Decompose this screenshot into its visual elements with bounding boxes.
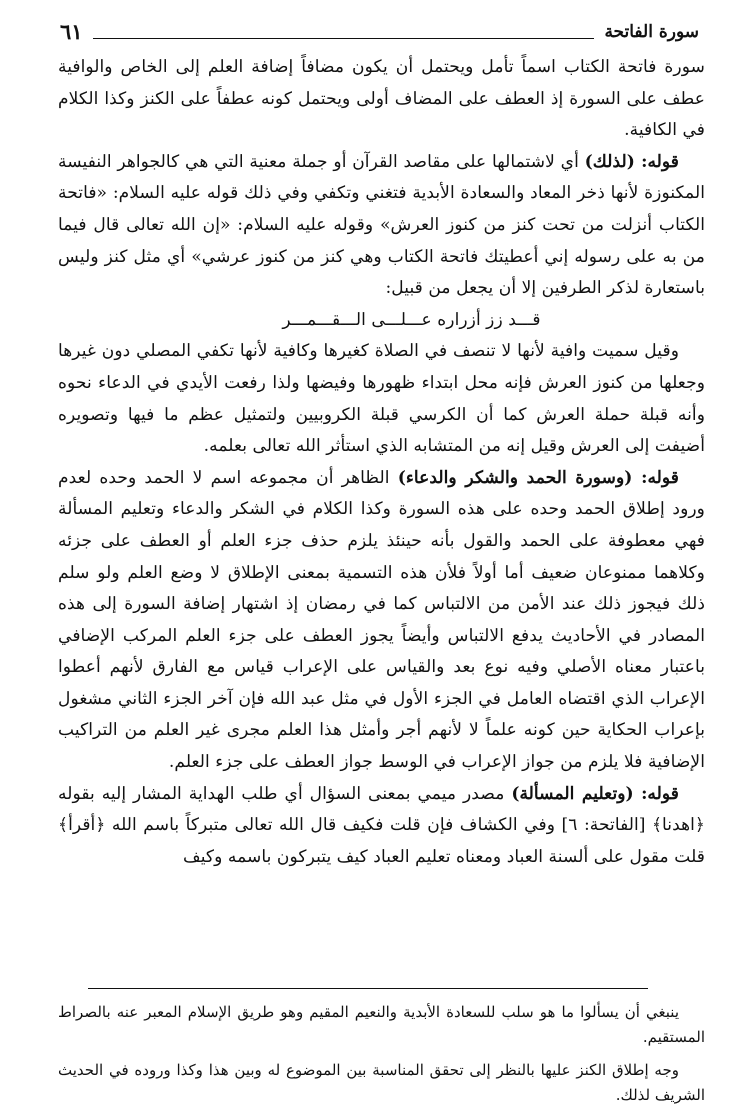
- page-header: [60, 14, 699, 44]
- surah-title: سورة الفاتحة: [604, 22, 699, 42]
- paragraph-3: [58, 336, 705, 462]
- paragraph-5-text: مصدر ميمي بمعنى السؤال أي طلب الهداية المشار إليه بقوله ﴿اهدنا﴾ [الفاتحة: ٦] وفي الكشاف فإن قلت فكيف قال الله تعالى متبركاً باسم الله ﴿أقرأ﴾ قلت مقول على ألسنة العباد ومعناه تعليم العباد كيف يتبركون باسمه وكيف: [58, 783, 706, 867]
- paragraph-5: [58, 779, 705, 874]
- footnote-separator: [88, 988, 648, 989]
- paragraph-4-text: الظاهر أن مجموعه اسم لا الحمد وحده لعدم ورود إطلاق الحمد وحده على هذه السورة وكذا الكلام في الشكر والدعاء وتعليم المسألة فهي معطوفة على الحمد والقول بأنه حينئذ يلزم حذف جزء العلم أو العطف على جزئه وكلاهما ممنوعان ضعيف أما أولاً فلأن هذه التسمية بمعنى الإطلاق لا وضع العلم ولو سلم ذلك فيجوز ذلك عند الأمن من الالتباس كما في رمضان إذ اشتهار إضافة السورة إلى هذه المصادر في الأحاديث يدفع الالتباس وأيضاً يجوز العطف على جزء العلم المركب الإضافي باعتبار معناه الأصلي وفيه نوع بعد والقياس على الإعراب قياس مع الفارق لأنهم أعطوا الإعراب الذي اقتضاه العامل في الجزء الأول في مثل عبد الله فإن آخر الجزء الثاني مشغول بإعراب الحكاية حين كونه علماً لا لأنهم أجر وأمثل هذا العلم مجرى غير العلم من التراكيب الإضافية فلا يلزم من جواز الإعراب في الوسط جواز العطف على جزء العلم.: [58, 467, 705, 773]
- page-number: ٦١: [60, 19, 83, 44]
- paragraph-4: [58, 463, 705, 779]
- main-text: [58, 52, 705, 873]
- footnote-1: ينبغي أن يسألوا ما هو سلب للسعادة الأبدية والنعيم المقيم وهو طريق الإسلام المعبر عنه بالصراط المستقيم.: [58, 1003, 705, 1046]
- paragraph-2-text: أي لاشتمالها على مقاصد القرآن أو جملة معنية التي هي كالجواهر النفيسة المكنوزة لأنها ذخر المعاد والسعادة الأبدية فتغني وتكفي وفي ذلك قوله عليه السلام: «فاتحة الكتاب أنزلت من تحت كنز من كنوز العرش» وقوله عليه السلام: «إن الله تعالى قال فيما من به على رسوله إني أعطيتك فاتحة الكتاب وهي كنز من كنوز عرشي» أي مثل كنز وليس باستعارة لذكر الطرفين إلا أن يجعل من قبيل:: [58, 151, 705, 299]
- footnotes: [58, 1000, 705, 1116]
- paragraph-3-text: وقيل سميت وافية لأنها لا تنصف في الصلاة كغيرها وكافية لأنها تكفي المصلي دون غيرها وجعلها من كنوز العرش فإنه محل ابتداء ظهورها وفيضها ولذا رفعت الأيدي في الدعاء نحوه وأنه قبلة حملة العرش كما أن الكرسي قبلة الكروبيين ولتمثيل عظم ما فيها وتصويره أضيفت إلى العرش وقيل إنه من المتشابه الذي استأثر الله تعالى بعلمه.: [58, 341, 705, 457]
- paragraph-1: [58, 52, 705, 147]
- paragraph-5-lead: قوله: (وتعليم المسألة): [511, 783, 679, 804]
- paragraph-1-text: سورة فاتحة الكتاب اسماً تأمل ويحتمل أن يكون مضافاً إضافة العلم إلى الخاص والوافية عطف على السورة إذ العطف على المضاف أولى ويحتمل كونه عطفاً على الكنز وكذا الكلام في الكافية.: [58, 57, 705, 141]
- poetry-verse: قـــد زز أزراره عـــلـــى الـــقـــمـــر: [282, 309, 541, 330]
- paragraph-4-lead: قوله: (وسورة الحمد والشكر والدعاء): [397, 467, 679, 488]
- footnote-2: وجه إطلاق الكنز عليها بالنظر إلى تحقق المناسبة بين الموضوع له وبين هذا وكذا وروده في الحديث الشريف لذلك.: [58, 1061, 705, 1104]
- paragraph-2-lead: قوله: (لذلك): [584, 151, 680, 172]
- paragraph-2: [58, 147, 705, 305]
- header-rule: [93, 38, 595, 39]
